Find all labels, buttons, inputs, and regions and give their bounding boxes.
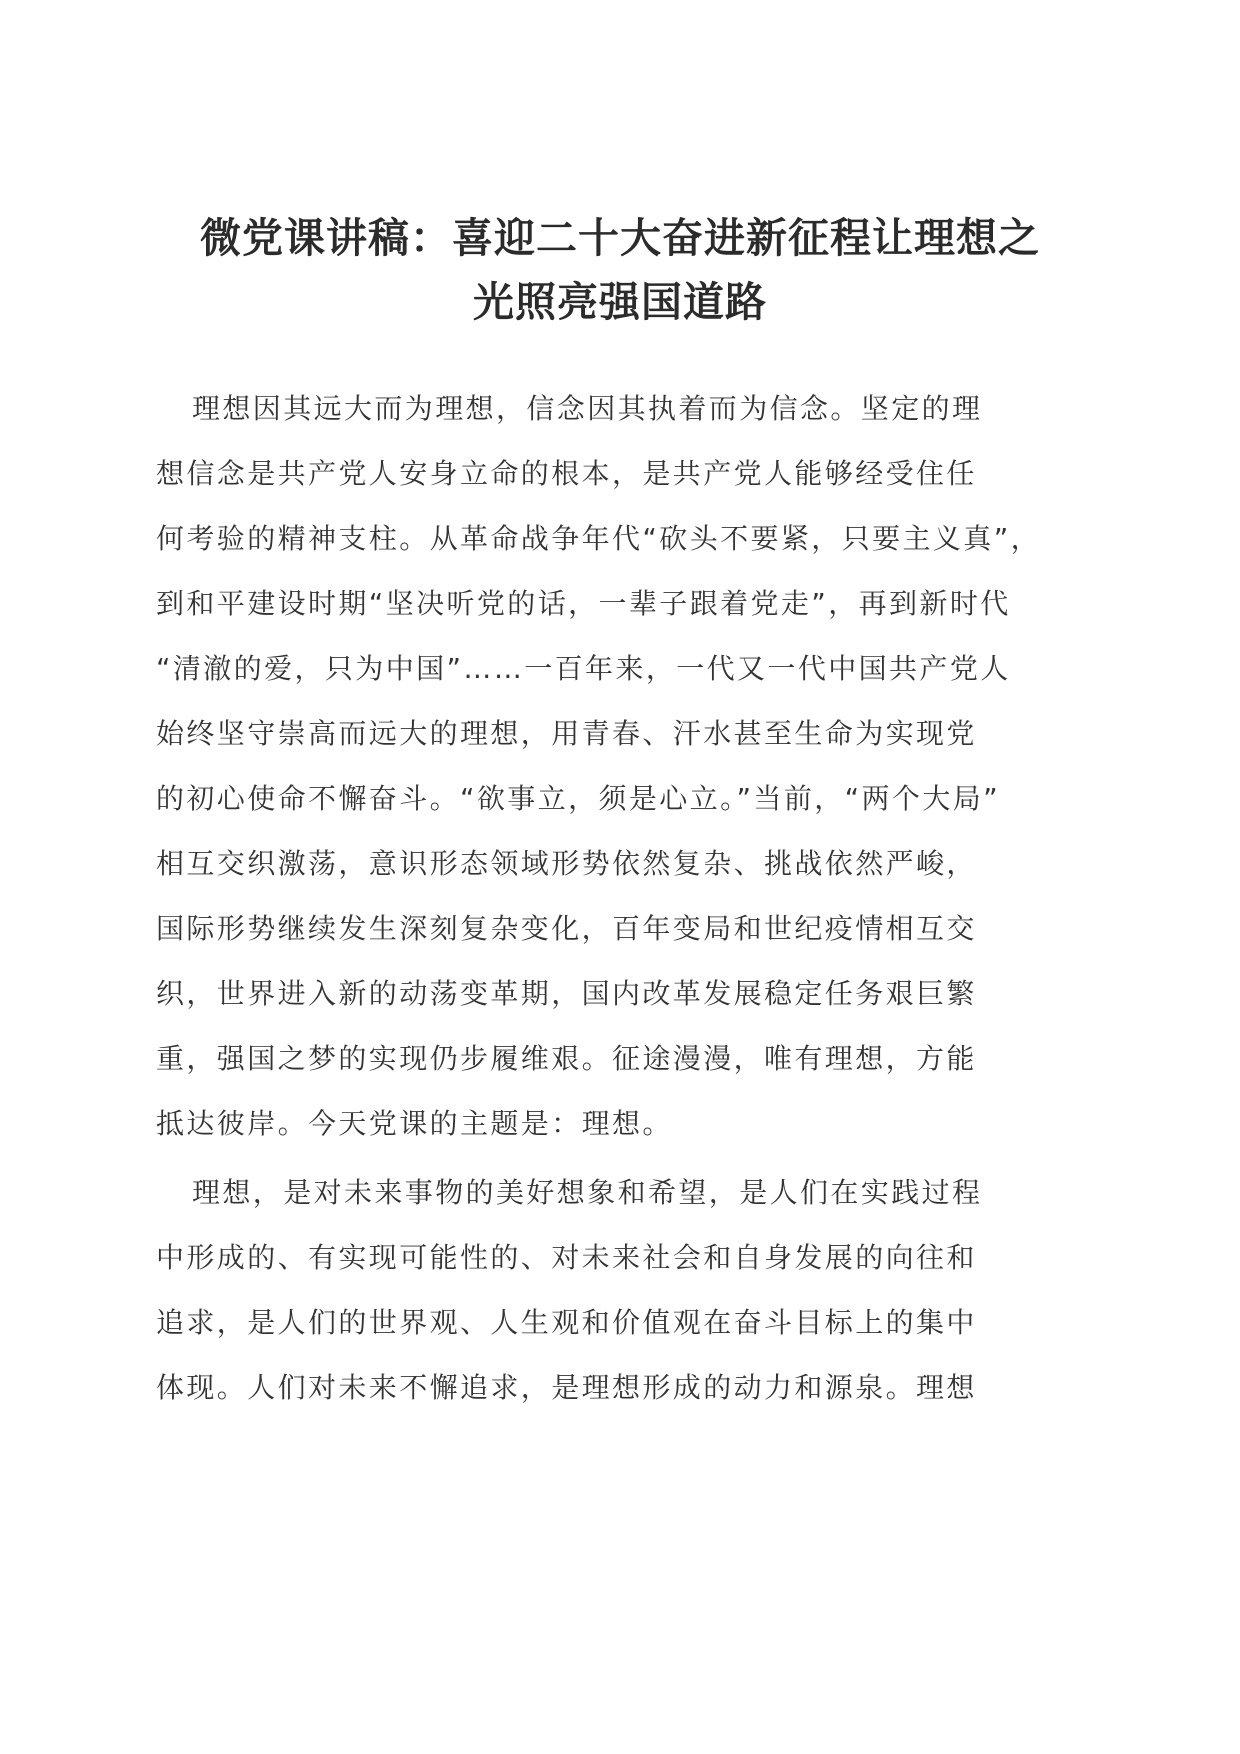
paragraph-1 xyxy=(156,376,1076,1156)
paragraph-line: 国际形势继续发生深刻复杂变化，百年变局和世纪疫情相互交 xyxy=(156,912,977,945)
page-title xyxy=(140,206,1100,334)
paragraph-line: 追求，是人们的世界观、人生观和价值观在奋斗目标上的集中 xyxy=(156,1306,977,1339)
paragraph-line: 相互交织激荡，意识形态领域形势依然复杂、挑战依然严峻， xyxy=(156,847,977,880)
paragraph-line: 理想因其远大而为理想，信念因其执着而为信念。坚定的理 xyxy=(192,392,983,425)
paragraph-line: 抵达彼岸。今天党课的主题是：理想。 xyxy=(156,1107,673,1140)
paragraph-line: 体现。人们对未来不懈追求，是理想形成的动力和源泉。理想 xyxy=(156,1371,977,1404)
paragraph-2 xyxy=(156,1160,1076,1420)
paragraph-line: 织，世界进入新的动荡变革期，国内改革发展稳定任务艰巨繁 xyxy=(156,977,977,1010)
paragraph-line: 重，强国之梦的实现仍步履维艰。征途漫漫，唯有理想，方能 xyxy=(156,1042,977,1075)
paragraph-line: 何考验的精神支柱。从革命战争年代“砍头不要紧，只要主义真”， xyxy=(156,522,1042,555)
paragraph-line: 理想，是对未来事物的美好想象和希望，是人们在实践过程 xyxy=(192,1176,983,1209)
paragraph-line: 到和平建设时期“坚决听党的话，一辈子跟着党走”，再到新时代 xyxy=(156,587,1011,620)
title-line: 光照亮强国道路 xyxy=(473,278,767,326)
title-line: 微党课讲稿：喜迎二十大奋进新征程让理想之 xyxy=(200,214,1040,262)
paragraph-line: 中形成的、有实现可能性的、对未来社会和自身发展的向往和 xyxy=(156,1241,977,1274)
paragraph-line: “清澈的爱，只为中国”……一百年来，一代又一代中国共产党人 xyxy=(156,652,1011,685)
paragraph-line: 的初心使命不懈奋斗。“欲事立，须是心立。”当前，“两个大局” xyxy=(156,782,1001,815)
paragraph-line: 想信念是共产党人安身立命的根本，是共产党人能够经受住任 xyxy=(156,457,977,490)
paragraph-line: 始终坚守崇高而远大的理想，用青春、汗水甚至生命为实现党 xyxy=(156,717,977,750)
